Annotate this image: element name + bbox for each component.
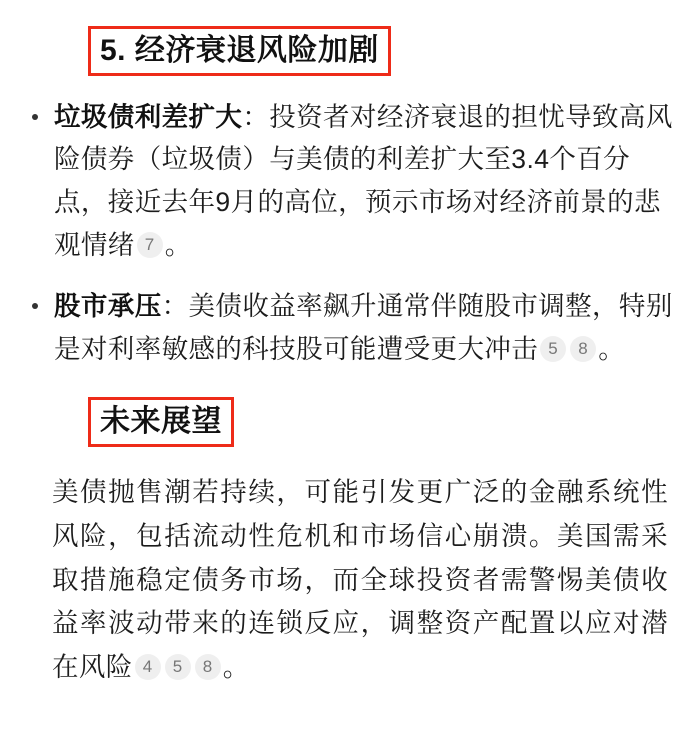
bullet-2-lead: 股市承压 [54, 291, 162, 322]
section-1-heading: 5. 经济衰退风险加剧 [100, 34, 379, 67]
bullet-2-text-after: 。 [598, 334, 626, 365]
bullet-1-separator: ： [242, 101, 270, 132]
heading-1-wrapper [94, 30, 385, 74]
section-2-heading: 未来展望 [100, 405, 222, 439]
citation-chip[interactable]: 5 [540, 336, 566, 362]
section-1 [94, 30, 676, 74]
bullet-2-separator: ： [161, 291, 189, 322]
bullet-list [24, 96, 676, 372]
heading-2-wrapper [94, 401, 228, 445]
bullet-1-lead: 垃圾债利差扩大 [54, 101, 243, 132]
citation-chip[interactable]: 4 [135, 654, 161, 680]
list-item [24, 96, 676, 268]
citation-chip[interactable]: 5 [165, 654, 191, 680]
bullet-dot-icon [32, 303, 38, 309]
bullet-dot-icon [32, 114, 38, 120]
section-2 [94, 401, 676, 445]
citation-chip[interactable]: 8 [195, 654, 221, 680]
citation-chip[interactable]: 8 [570, 336, 596, 362]
outlook-text: 美债抛售潮若持续，可能引发更广泛的金融系统性风险，包括流动性危机和市场信心崩溃。美国需采取措施稳定债务市场，而全球投资者需警惕美债收益率波动带来的连锁反应，调整资产配置以应对潜在风险 [52, 476, 668, 683]
outlook-text-after: 。 [222, 652, 250, 683]
citation-chip[interactable]: 7 [137, 232, 163, 258]
bullet-1-text-after: 。 [164, 230, 192, 261]
list-item [24, 285, 676, 371]
outlook-paragraph [24, 471, 676, 691]
bullet-1-text: 投资者对经济衰退的担忧导致高风险债券（垃圾债）与美债的利差扩大至3.4个百分点，接近去年9月的高位，预示市场对经济前景的悲观情绪 [54, 101, 673, 261]
bullet-2-text: 美债收益率飙升通常伴随股市调整，特别是对利率敏感的科技股可能遭受更大冲击 [54, 291, 673, 365]
